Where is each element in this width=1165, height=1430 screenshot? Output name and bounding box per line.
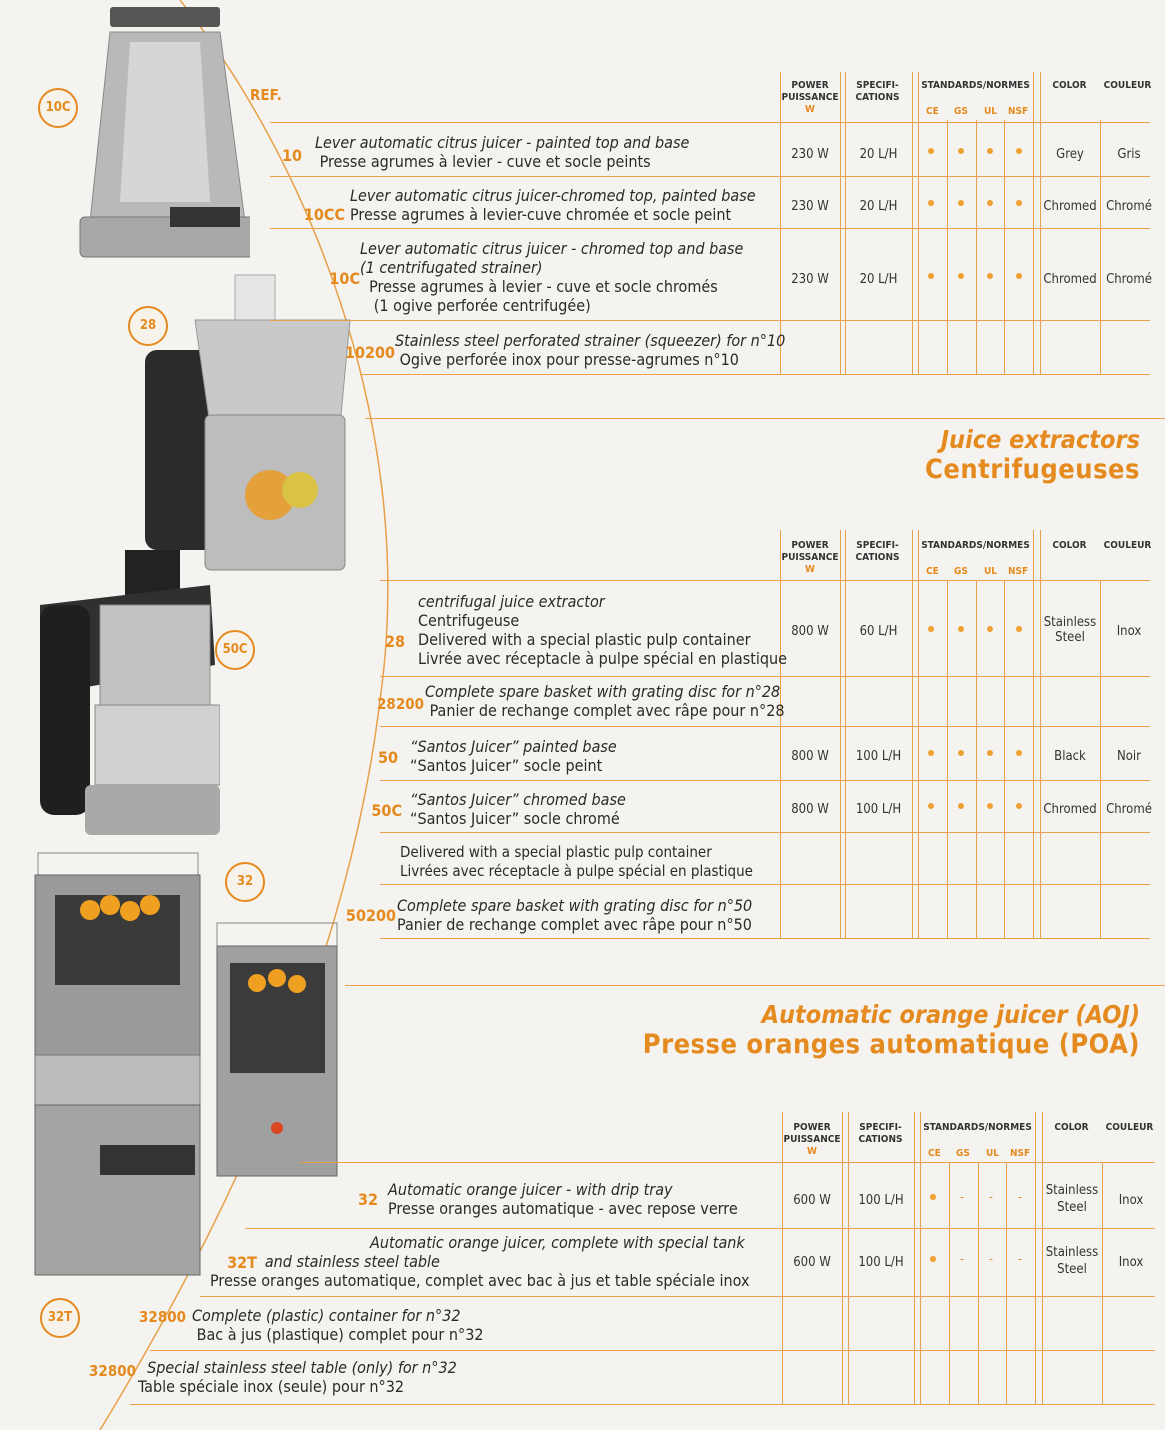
col-header-color: COLOR xyxy=(1054,1122,1089,1133)
title-en: Juice extractors xyxy=(940,425,1140,454)
ref-28: 28 xyxy=(384,632,405,651)
ref-column-header: REF. xyxy=(250,86,282,104)
row-50c-couleur: Chromé xyxy=(1106,802,1152,817)
ref-10c: 10C xyxy=(329,269,360,288)
title-en: Automatic orange juicer (AOJ) xyxy=(761,1000,1140,1029)
ref-28200: 28200 xyxy=(377,695,424,713)
row-32800-container-desc: Complete (plastic) container for n°32 Bac à jus (plastique) complet pour n°32 xyxy=(192,1306,484,1344)
row-32t-desc: Automatic orange juicer, complete with special tank and stainless steel table Presse oranges automatique, complet avec bac à jus et table spéciale inox xyxy=(210,1233,750,1290)
ref-10: 10 xyxy=(281,146,302,165)
norm-ul: UL xyxy=(984,566,998,577)
photo-label-10c: 10C xyxy=(38,88,78,128)
row-50-desc: “Santos Juicer” painted base “Santos Juicer” socle peint xyxy=(410,737,617,775)
row-32-desc: Automatic orange juicer - with drip tray Presse oranges automatique - avec repose verre xyxy=(388,1180,738,1218)
row-10200-desc: Stainless steel perforated strainer (squeezer) for n°10 Ogive perforée inox pour presse-agrumes n°10 xyxy=(395,331,786,369)
row-10cc-color: Chromed xyxy=(1043,199,1097,214)
row-32t-color: Stainless Steel xyxy=(1045,1245,1099,1277)
row-50200-desc: Complete spare basket with grating disc for n°50 Panier de rechange complet avec râpe pour n°50 xyxy=(397,896,753,934)
row-28-desc: centrifugal juice extractor Centrifugeuse Delivered with a special plastic pulp container Livrée avec réceptacle à pulpe spécial en plastique xyxy=(418,592,788,668)
orange-juicer-32-photo xyxy=(212,918,342,1183)
row-32800-table-desc: Special stainless steel table (only) for n°32 Table spéciale inox (seule) pour n°32 xyxy=(138,1358,457,1396)
row-10-color: Grey xyxy=(1056,147,1084,162)
row-10cc-spec: 20 L/H xyxy=(859,199,898,214)
row-28-color: Stainless Steel xyxy=(1043,615,1097,645)
row-28-spec: 60 L/H xyxy=(859,624,898,639)
ref-50c: 50C xyxy=(371,801,402,820)
row-10c-color: Chromed xyxy=(1043,272,1097,287)
col-header-color: COLOR xyxy=(1052,540,1087,551)
photo-label-32: 32 xyxy=(225,862,265,902)
row-10-spec: 20 L/H xyxy=(859,147,898,162)
row-50c-desc: “Santos Juicer” chromed base “Santos Juicer” socle chromé xyxy=(410,790,626,828)
section-aoj-title xyxy=(643,1000,1140,1060)
row-32-norm-gs: - xyxy=(960,1190,964,1204)
col-header-specs: SPECIFI- CATIONS xyxy=(855,80,900,103)
col-header-couleur: COULEUR xyxy=(1105,1122,1154,1133)
col-header-power: POWER PUISSANCE W xyxy=(781,80,839,115)
santos-juicer-photo xyxy=(30,545,220,840)
row-32-couleur: Inox xyxy=(1118,1193,1144,1208)
row-32-norm-ul: - xyxy=(989,1190,993,1204)
norm-ul: UL xyxy=(986,1148,1000,1159)
photo-label-32t: 32T xyxy=(40,1298,80,1338)
norm-nsf: NSF xyxy=(1010,1148,1031,1159)
row-32t-couleur: Inox xyxy=(1118,1255,1144,1270)
ref-50200: 50200 xyxy=(345,906,396,925)
row-10cc-desc: Lever automatic citrus juicer-chromed top, painted base Presse agrumes à levier-cuve chromée et socle peint xyxy=(350,186,756,224)
row-28-couleur: Inox xyxy=(1116,624,1142,639)
norm-gs: GS xyxy=(954,106,968,117)
photo-label-50c: 50C xyxy=(215,630,255,670)
row-50c-power: 800 W xyxy=(791,802,829,817)
row-10cc-power: 230 W xyxy=(791,199,829,214)
row-32t-spec: 100 L/H xyxy=(858,1255,904,1270)
col-header-specs: SPECIFI- CATIONS xyxy=(855,540,900,563)
row-32t-norm-ul: - xyxy=(989,1252,993,1266)
row-50c-spec: 100 L/H xyxy=(855,802,902,817)
col-header-standards: STANDARDS/NORMES xyxy=(923,1122,1032,1133)
row-50c-color: Chromed xyxy=(1043,802,1097,817)
norm-nsf: NSF xyxy=(1008,106,1029,117)
norm-ce: CE xyxy=(926,106,939,117)
row-50-note-desc: Delivered with a special plastic pulp container Livrées avec réceptacle à pulpe spécial en plastique xyxy=(400,843,753,880)
row-10-desc: Lever automatic citrus juicer - painted top and base Presse agrumes à levier - cuve et socle peints xyxy=(315,133,690,171)
row-28200-desc: Complete spare basket with grating disc for n°28 Panier de rechange complet avec râpe pour n°28 xyxy=(425,682,785,720)
ref-10cc: 10CC xyxy=(303,205,345,224)
col-header-color: COLOR xyxy=(1052,80,1087,91)
col-header-power: POWER PUISSANCE W xyxy=(783,1122,841,1157)
row-32-power: 600 W xyxy=(793,1193,831,1208)
row-50-power: 800 W xyxy=(791,749,829,764)
ref-32: 32 xyxy=(357,1190,378,1209)
ref-32800-table: 32800 xyxy=(89,1362,136,1380)
row-50-color: Black xyxy=(1054,749,1086,764)
orange-juicer-32t-photo xyxy=(30,845,205,1290)
row-32-norm-nsf: - xyxy=(1018,1190,1022,1204)
section-juice-extractors-title xyxy=(925,425,1140,485)
photo-label-28: 28 xyxy=(128,306,168,346)
col-header-standards: STANDARDS/NORMES xyxy=(921,540,1030,551)
centrifuge-28-photo xyxy=(140,265,360,580)
row-10cc-couleur: Chromé xyxy=(1106,199,1152,214)
row-10c-desc: Lever automatic citrus juicer - chromed top and base (1 centrifugated strainer) Presse agrumes à levier - cuve et socle chromés (1 ogive perforée centrifugée) xyxy=(360,239,744,315)
ref-32800-container: 32800 xyxy=(139,1308,186,1326)
ref-50: 50 xyxy=(377,748,398,767)
norm-ce: CE xyxy=(928,1148,941,1159)
norm-gs: GS xyxy=(956,1148,970,1159)
row-10-couleur: Gris xyxy=(1117,147,1141,162)
citrus-juicer-photo xyxy=(50,2,250,274)
row-10c-power: 230 W xyxy=(791,272,829,287)
col-header-couleur: COULEUR xyxy=(1103,540,1152,551)
row-32-spec: 100 L/H xyxy=(858,1193,904,1208)
col-header-power: POWER PUISSANCE W xyxy=(781,540,839,575)
row-32t-norm-nsf: - xyxy=(1018,1252,1022,1266)
row-10-power: 230 W xyxy=(791,147,829,162)
norm-nsf: NSF xyxy=(1008,566,1029,577)
row-10c-spec: 20 L/H xyxy=(859,272,898,287)
col-header-couleur: COULEUR xyxy=(1103,80,1152,91)
row-50-spec: 100 L/H xyxy=(855,749,902,764)
norm-ul: UL xyxy=(984,106,998,117)
title-fr: Centrifugeuses xyxy=(925,454,1140,485)
ref-10200: 10200 xyxy=(344,343,395,362)
ref-32t: 32T xyxy=(227,1253,257,1272)
row-28-power: 800 W xyxy=(791,624,829,639)
title-fr: Presse oranges automatique (POA) xyxy=(642,1029,1140,1060)
col-header-specs: SPECIFI- CATIONS xyxy=(858,1122,903,1145)
col-header-standards: STANDARDS/NORMES xyxy=(921,80,1030,91)
row-50-couleur: Noir xyxy=(1117,749,1141,764)
norm-ce: CE xyxy=(926,566,939,577)
row-10c-couleur: Chromé xyxy=(1106,272,1152,287)
row-32t-power: 600 W xyxy=(793,1255,831,1270)
row-32-color: Stainless Steel xyxy=(1045,1183,1099,1215)
norm-gs: GS xyxy=(954,566,968,577)
row-32t-norm-gs: - xyxy=(960,1252,964,1266)
